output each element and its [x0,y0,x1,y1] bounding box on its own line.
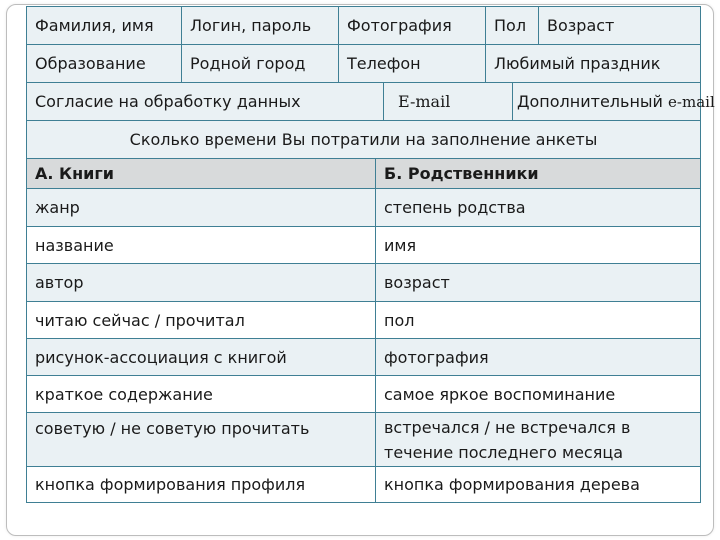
relatives-cell: фотография [376,339,701,376]
field-education: Образование [27,45,182,83]
books-relatives-table [26,158,701,503]
relatives-cell: пол [376,302,701,339]
field-email: E-mail [384,83,513,121]
field-photo: Фотография [339,7,486,45]
field-name: Фамилия, имя [27,7,182,45]
relatives-cell: кнопка формирования дерева [376,467,701,503]
books-cell: автор [27,264,376,302]
field-age: Возраст [539,7,701,45]
books-cell: рисунок-ассоциация с книгой [27,339,376,376]
relatives-cell: степень родства [376,189,701,227]
profile-fields-table [26,6,715,159]
relatives-cell: самое яркое воспоминание [376,376,701,413]
books-cell: кнопка формирования профиля [27,467,376,503]
books-cell: советую / не советую прочитать [27,413,376,467]
field-favorite-holiday: Любимый праздник [486,45,701,83]
field-time-spent: Сколько времени Вы потратили на заполнение анкеты [27,121,701,159]
extra-email-suffix: e-mail [668,93,715,111]
header-relatives: Б. Родственники [376,159,701,189]
field-hometown: Родной город [182,45,339,83]
field-consent: Согласие на обработку данных [27,83,384,121]
field-login: Логин, пароль [182,7,339,45]
field-extra-email [513,83,715,121]
extra-email-prefix: Дополнительный [517,92,669,111]
books-cell: читаю сейчас / прочитал [27,302,376,339]
relatives-cell: встречался / не встречался в течение последнего месяца [376,413,701,467]
field-phone: Телефон [339,45,486,83]
relatives-cell: имя [376,227,701,264]
relatives-cell: возраст [376,264,701,302]
books-cell: краткое содержание [27,376,376,413]
books-cell: название [27,227,376,264]
field-gender: Пол [486,7,539,45]
books-cell: жанр [27,189,376,227]
header-books: А. Книги [27,159,376,189]
